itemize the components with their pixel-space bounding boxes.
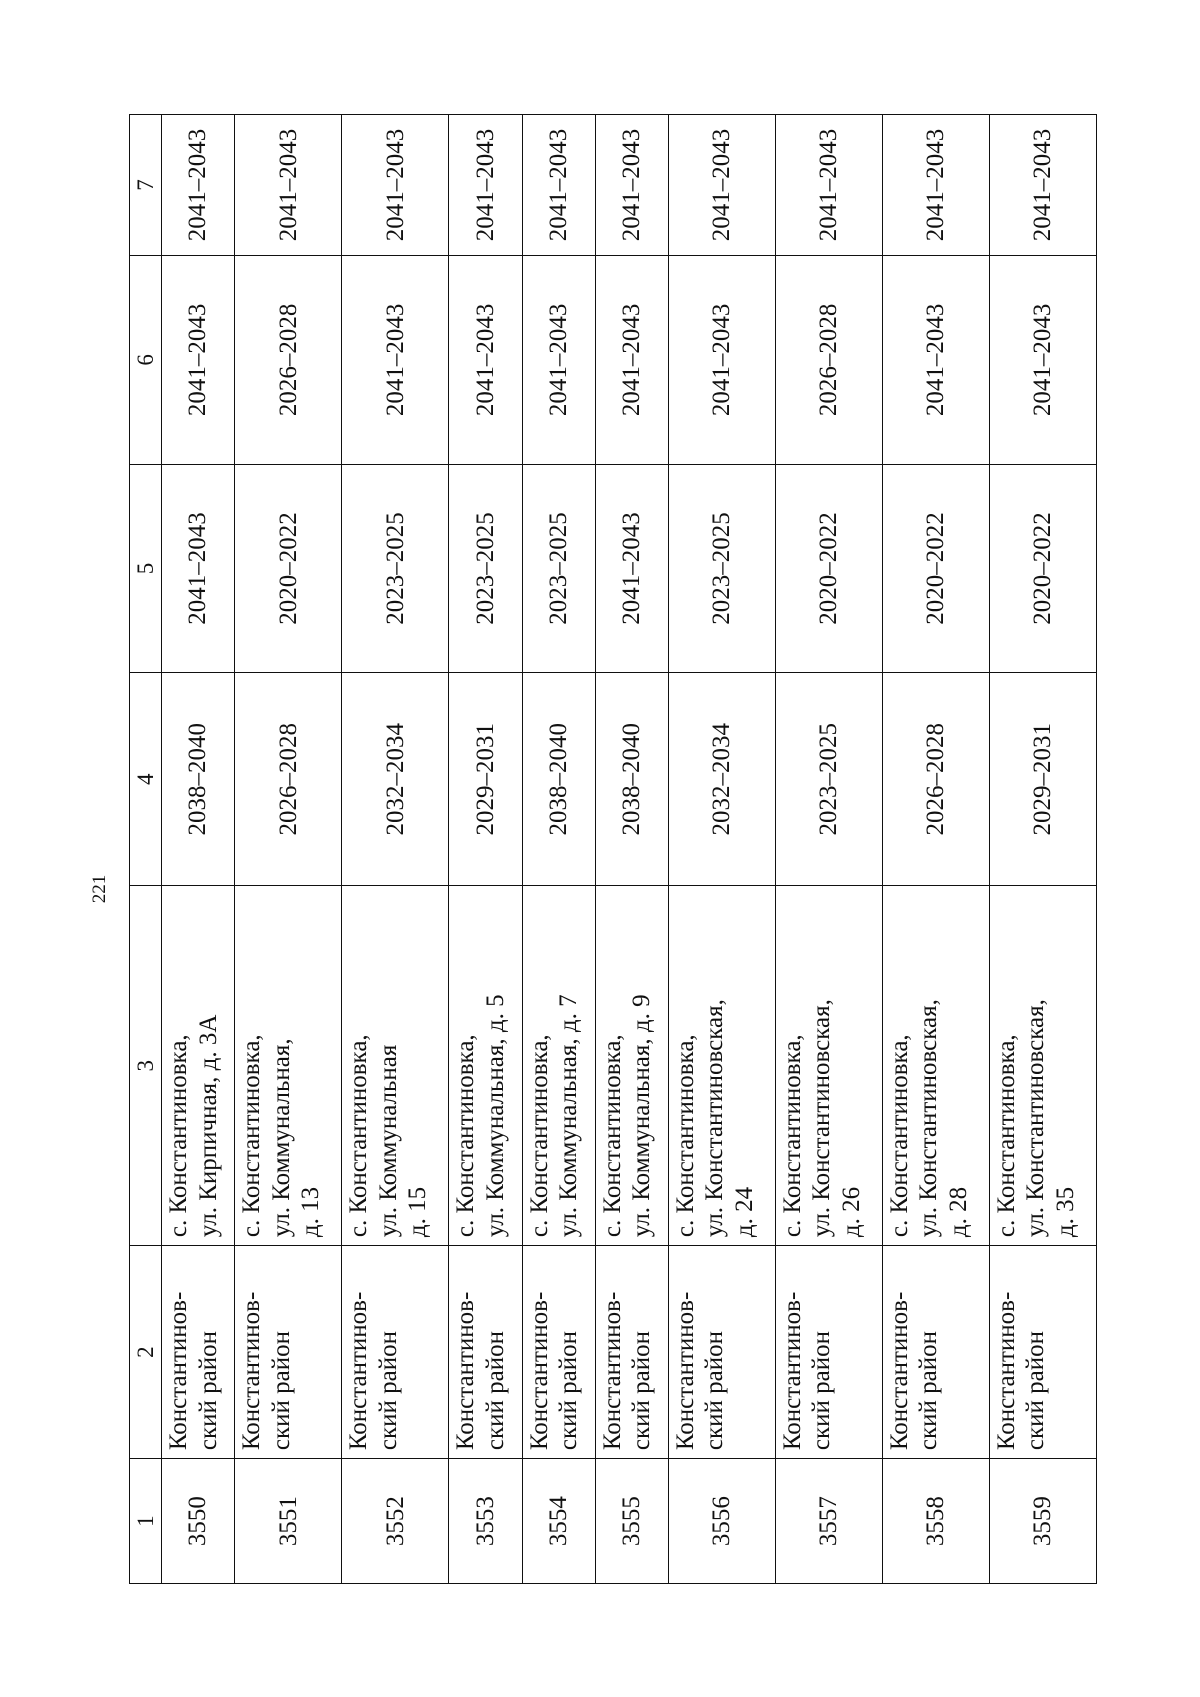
table-row <box>342 115 449 1584</box>
period-col7-cell: 2041–2043 <box>668 115 775 256</box>
period-col4-cell: 2026–2028 <box>235 673 342 886</box>
period-col4-cell: 2029–2031 <box>449 673 522 886</box>
period-col6-cell: 2026–2028 <box>235 256 342 465</box>
row-number-cell: 3552 <box>342 1459 449 1584</box>
page-number: 221 <box>89 874 110 904</box>
address-cell: с. Константиновка, ул. Кирпичная, д. 3А <box>162 886 235 1246</box>
period-col5-cell: 2023–2025 <box>449 464 522 673</box>
table-row <box>668 115 775 1584</box>
period-col6-cell: 2041–2043 <box>342 256 449 465</box>
district-cell: Константинов- ский район <box>449 1246 522 1459</box>
district-cell: Константинов- ский район <box>162 1246 235 1459</box>
row-number-cell: 3555 <box>595 1459 668 1584</box>
period-col7-cell: 2041–2043 <box>342 115 449 256</box>
row-number-cell: 3554 <box>522 1459 595 1584</box>
rotated-table-frame <box>129 114 1097 1584</box>
period-col6-cell: 2041–2043 <box>668 256 775 465</box>
period-col5-cell: 2020–2022 <box>775 464 882 673</box>
district-cell: Константинов- ский район <box>522 1246 595 1459</box>
address-cell: с. Константиновка, ул. Константиновская, д. 28 <box>882 886 989 1246</box>
column-header-6: 6 <box>130 256 162 465</box>
district-cell: Константинов- ский район <box>235 1246 342 1459</box>
period-col7-cell: 2041–2043 <box>449 115 522 256</box>
table-body <box>162 115 1097 1584</box>
table-header-row <box>130 115 162 1584</box>
address-cell: с. Константиновка, ул. Коммунальная, д. 5 <box>449 886 522 1246</box>
period-col6-cell: 2041–2043 <box>449 256 522 465</box>
schedule-table <box>129 114 1097 1584</box>
period-col5-cell: 2041–2043 <box>595 464 668 673</box>
period-col4-cell: 2038–2040 <box>162 673 235 886</box>
column-header-4: 4 <box>130 673 162 886</box>
period-col6-cell: 2026–2028 <box>775 256 882 465</box>
table-row <box>522 115 595 1584</box>
table-container <box>129 114 1200 1547</box>
row-number-cell: 3556 <box>668 1459 775 1584</box>
period-col7-cell: 2041–2043 <box>235 115 342 256</box>
period-col6-cell: 2041–2043 <box>522 256 595 465</box>
table-row <box>989 115 1096 1584</box>
table-row <box>449 115 522 1584</box>
table-row <box>775 115 882 1584</box>
period-col5-cell: 2023–2025 <box>668 464 775 673</box>
column-header-1: 1 <box>130 1459 162 1584</box>
period-col6-cell: 2041–2043 <box>162 256 235 465</box>
period-col7-cell: 2041–2043 <box>775 115 882 256</box>
row-number-cell: 3551 <box>235 1459 342 1584</box>
period-col7-cell: 2041–2043 <box>882 115 989 256</box>
period-col4-cell: 2026–2028 <box>882 673 989 886</box>
district-cell: Константинов- ский район <box>342 1246 449 1459</box>
period-col4-cell: 2029–2031 <box>989 673 1096 886</box>
table-row <box>595 115 668 1584</box>
column-header-5: 5 <box>130 464 162 673</box>
district-cell: Константинов- ский район <box>882 1246 989 1459</box>
row-number-cell: 3550 <box>162 1459 235 1584</box>
district-cell: Константинов- ский район <box>775 1246 882 1459</box>
address-cell: с. Константиновка, ул. Константиновская, д. 26 <box>775 886 882 1246</box>
row-number-cell: 3557 <box>775 1459 882 1584</box>
period-col5-cell: 2020–2022 <box>235 464 342 673</box>
period-col5-cell: 2023–2025 <box>342 464 449 673</box>
address-cell: с. Константиновка, ул. Коммунальная, д. 13 <box>235 886 342 1246</box>
period-col6-cell: 2041–2043 <box>882 256 989 465</box>
row-number-cell: 3553 <box>449 1459 522 1584</box>
address-cell: с. Константиновка, ул. Коммунальная, д. 9 <box>595 886 668 1246</box>
period-col6-cell: 2041–2043 <box>595 256 668 465</box>
period-col4-cell: 2023–2025 <box>775 673 882 886</box>
address-cell: с. Константиновка, ул. Коммунальная, д. 7 <box>522 886 595 1246</box>
column-header-2: 2 <box>130 1246 162 1459</box>
period-col4-cell: 2032–2034 <box>342 673 449 886</box>
table-row <box>882 115 989 1584</box>
period-col7-cell: 2041–2043 <box>522 115 595 256</box>
district-cell: Константинов- ский район <box>595 1246 668 1459</box>
row-number-cell: 3559 <box>989 1459 1096 1584</box>
period-col7-cell: 2041–2043 <box>162 115 235 256</box>
period-col5-cell: 2023–2025 <box>522 464 595 673</box>
period-col5-cell: 2041–2043 <box>162 464 235 673</box>
period-col5-cell: 2020–2022 <box>989 464 1096 673</box>
district-cell: Константинов- ский район <box>668 1246 775 1459</box>
address-cell: с. Константиновка, ул. Константиновская, д. 35 <box>989 886 1096 1246</box>
table-row <box>235 115 342 1584</box>
column-header-3: 3 <box>130 886 162 1246</box>
row-number-cell: 3558 <box>882 1459 989 1584</box>
period-col6-cell: 2041–2043 <box>989 256 1096 465</box>
address-cell: с. Константиновка, ул. Константиновская, д. 24 <box>668 886 775 1246</box>
period-col4-cell: 2038–2040 <box>522 673 595 886</box>
period-col7-cell: 2041–2043 <box>595 115 668 256</box>
column-header-7: 7 <box>130 115 162 256</box>
address-cell: с. Константиновка, ул. Коммунальная д. 15 <box>342 886 449 1246</box>
period-col4-cell: 2038–2040 <box>595 673 668 886</box>
period-col4-cell: 2032–2034 <box>668 673 775 886</box>
table-row <box>162 115 235 1584</box>
period-col7-cell: 2041–2043 <box>989 115 1096 256</box>
period-col5-cell: 2020–2022 <box>882 464 989 673</box>
district-cell: Константинов- ский район <box>989 1246 1096 1459</box>
